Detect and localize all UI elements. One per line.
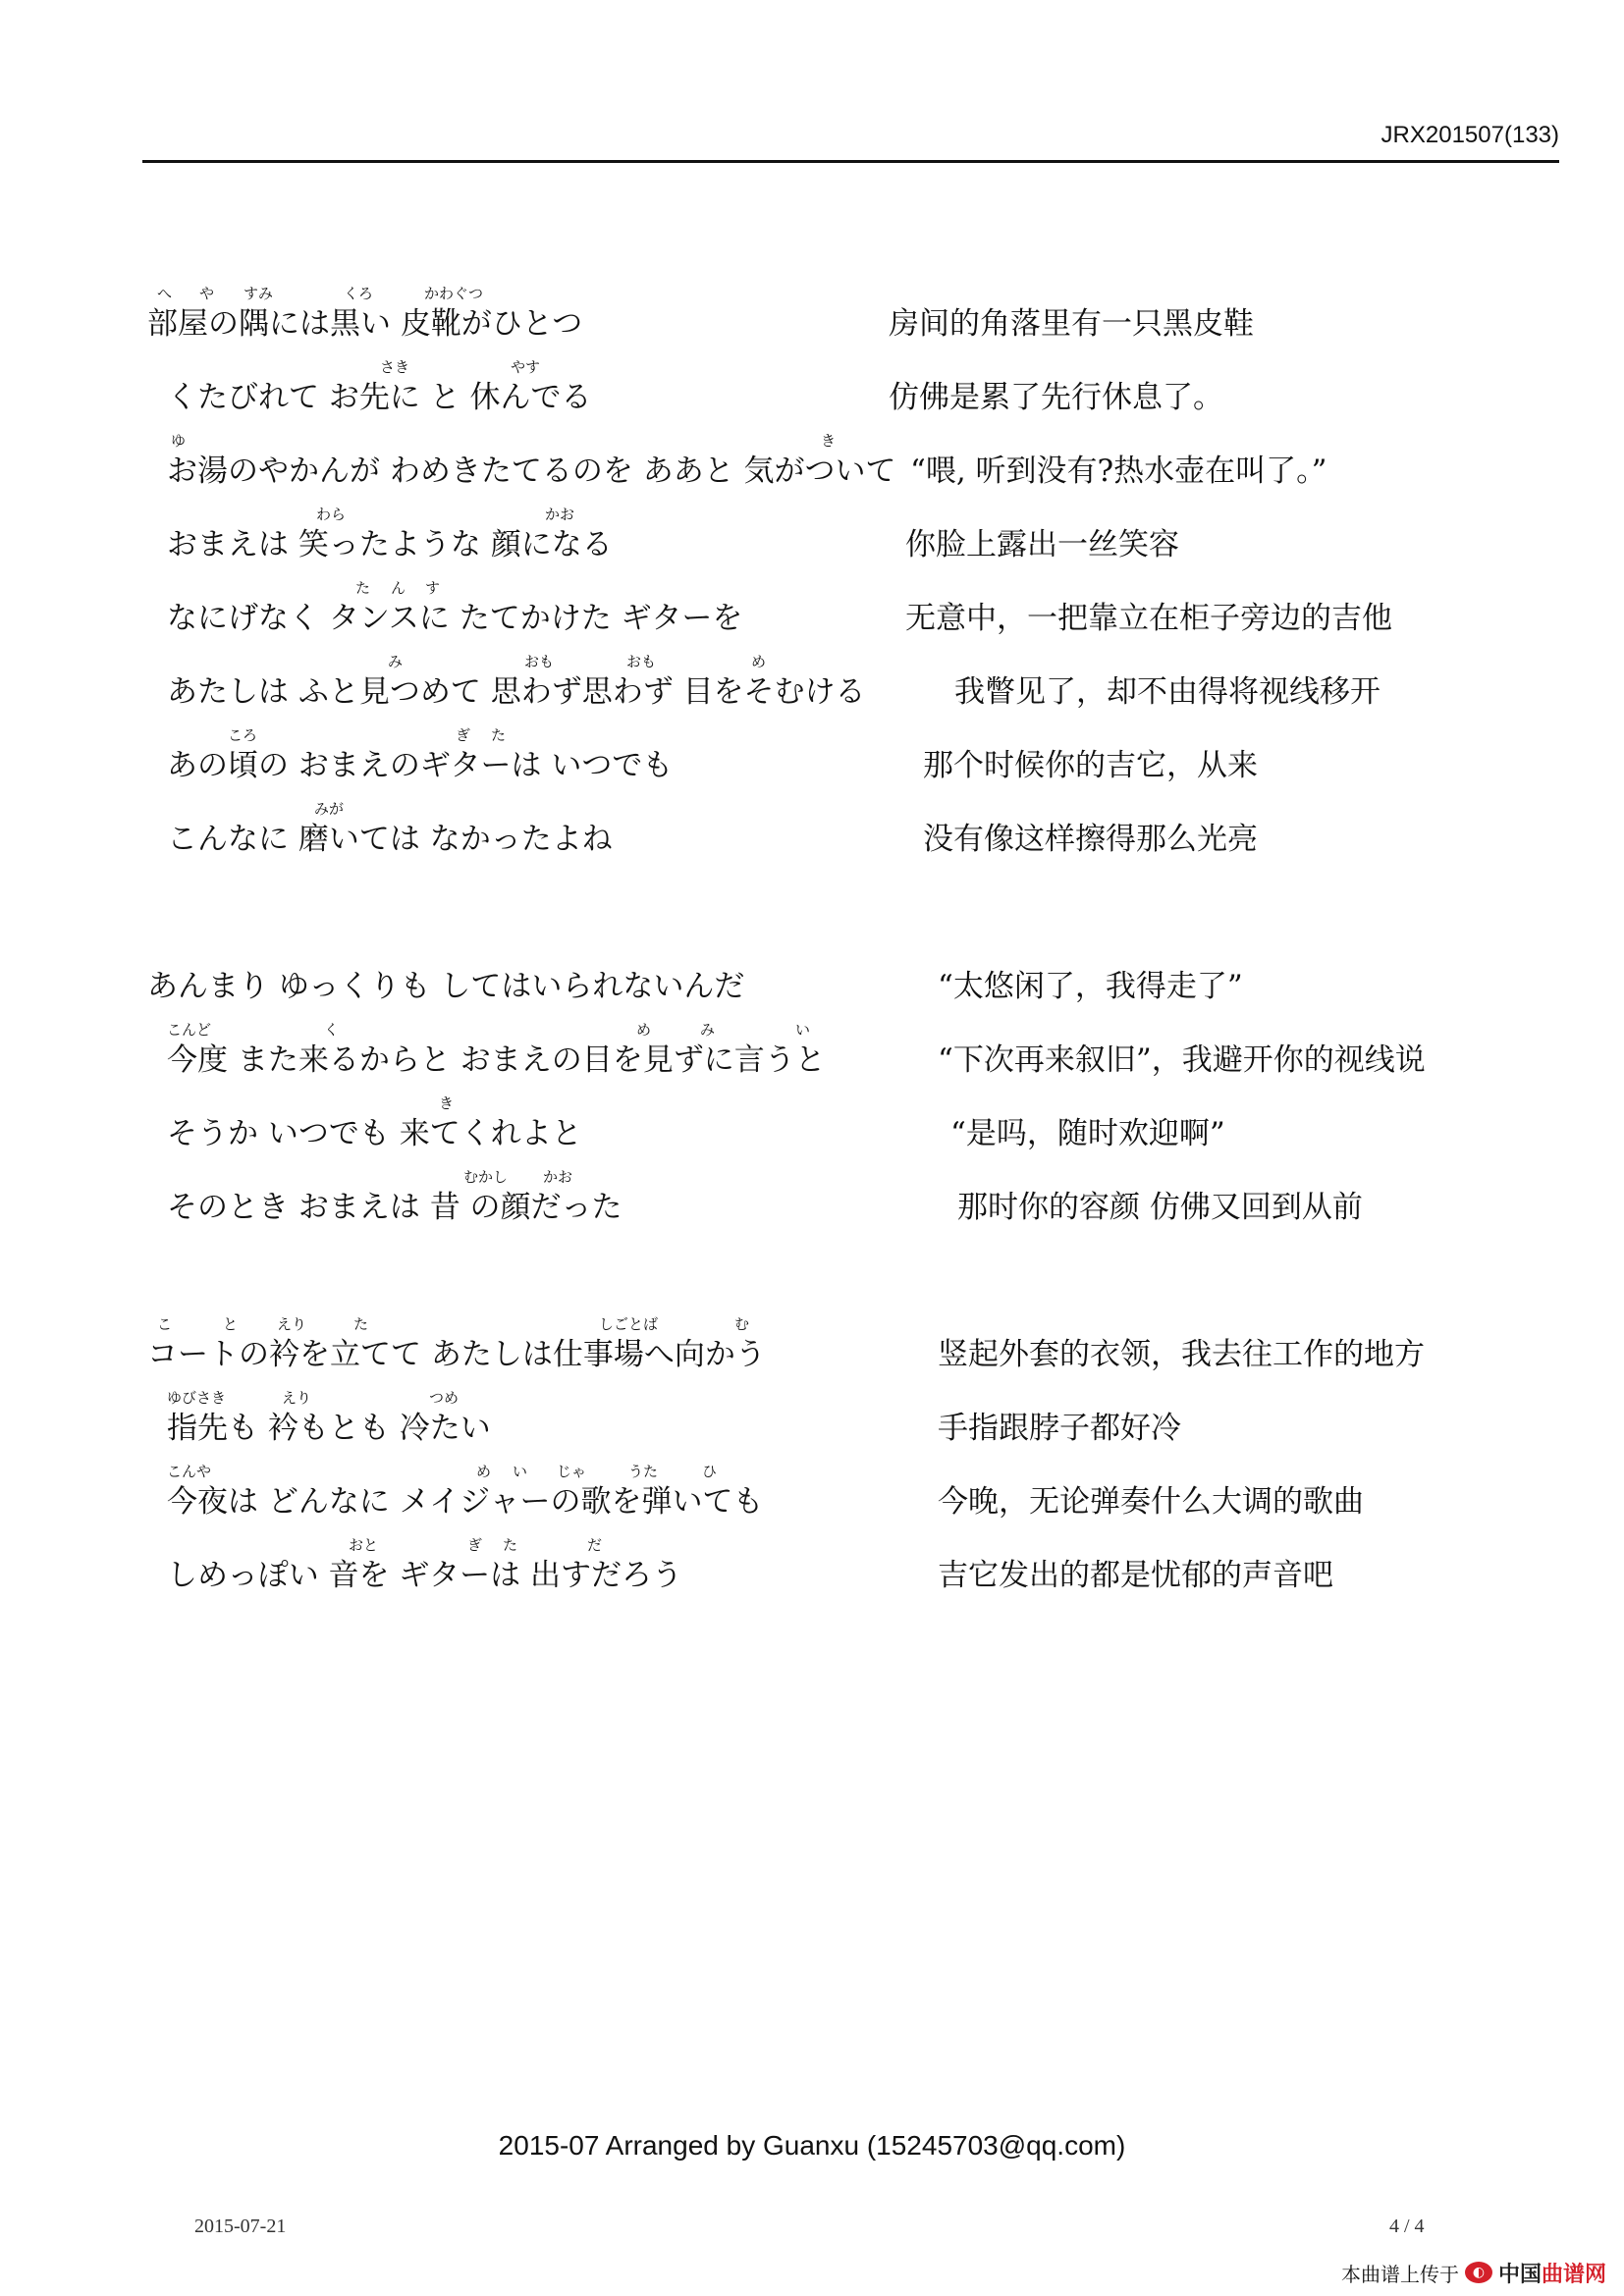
furigana-reading: ゆ [171, 432, 187, 450]
lyric-line [0, 358, 1624, 423]
furigana-reading: み [388, 653, 404, 670]
lyric-line [0, 1095, 1624, 1159]
japanese-lyric: しめっぽい 音を ギターは 出すだろう [167, 1558, 682, 1593]
lyric-line [0, 1536, 1624, 1601]
chinese-translation: 吉它发出的都是忧郁的声音吧 [938, 1558, 1333, 1593]
furigana-reading: み [700, 1021, 716, 1039]
furigana-reading: くろ [344, 285, 374, 302]
furigana-reading: た [355, 579, 371, 597]
chinese-translation: 我瞥见了，却不由得将视线移开 [954, 674, 1380, 710]
furigana-reading: き [439, 1095, 455, 1112]
chinese-translation: 今晚，无论弹奏什么大调的歌曲 [938, 1484, 1364, 1520]
furigana-reading: おも [626, 653, 657, 670]
furigana-reading: つめ [429, 1389, 460, 1407]
furigana-reading: こ [157, 1315, 173, 1333]
lyric-line [0, 953, 1624, 1012]
watermark-site-name: 中国曲谱网 [1497, 2262, 1606, 2287]
lyric-line [0, 800, 1624, 865]
furigana-reading: た [503, 1536, 518, 1554]
japanese-lyric: そうか いつでも 来てくれよと [167, 1116, 582, 1151]
furigana-reading: やす [511, 358, 541, 376]
furigana-reading: すみ [244, 285, 274, 302]
furigana-reading: おも [524, 653, 555, 670]
furigana-reading: と [223, 1315, 239, 1333]
furigana-reading: ゆびさき [167, 1389, 227, 1407]
furigana-reading: だ [587, 1536, 603, 1554]
furigana-reading: じゃ [557, 1463, 587, 1480]
furigana-reading: た [353, 1315, 369, 1333]
furigana-reading: い [795, 1021, 811, 1039]
japanese-lyric: あんまり ゆっくりも してはいられないんだ [147, 969, 745, 1004]
lyric-line [0, 726, 1624, 791]
site-watermark[interactable] [1341, 2258, 1606, 2287]
site-logo-icon: ◐ [1465, 2262, 1492, 2283]
header-rule [142, 160, 1559, 163]
furigana-reading: く [324, 1021, 340, 1039]
furigana-reading: しごとば [599, 1315, 659, 1333]
furigana-reading: き [821, 432, 837, 450]
lyric-line [0, 579, 1624, 644]
japanese-lyric: コートの衿を立てて あたしは仕事場へ向かう [147, 1337, 766, 1372]
japanese-lyric: あの頃の おまえのギターは いつでも [167, 748, 674, 783]
furigana-reading: ひ [702, 1463, 718, 1480]
lyric-line [0, 1021, 1624, 1086]
furigana-reading: むかし [463, 1168, 509, 1186]
chinese-translation: 那个时候你的吉它，从来 [923, 748, 1258, 783]
furigana-reading: め [751, 653, 767, 670]
lyric-line [0, 1168, 1624, 1233]
furigana-reading: かお [543, 1168, 573, 1186]
chinese-translation: “是吗，随时欢迎啊” [950, 1116, 1225, 1151]
japanese-lyric: 今夜は どんなに メイジャーの歌を弾いても [167, 1484, 764, 1520]
furigana-reading: や [199, 285, 215, 302]
japanese-lyric: こんなに 磨いては なかったよね [167, 822, 613, 857]
furigana-reading: へ [157, 285, 173, 302]
chinese-translation: “下次再来叙旧”，我避开你的视线说 [938, 1042, 1426, 1078]
furigana-reading: さき [380, 358, 410, 376]
chinese-translation: “太悠闲了，我得走了” [938, 969, 1243, 1004]
header-code: JRX201507(133) [1380, 122, 1559, 148]
furigana-reading: みが [314, 800, 345, 818]
japanese-lyric: 部屋の隅には黒い 皮靴がひとつ [147, 306, 583, 342]
footer-credit [0, 2130, 1624, 2162]
japanese-lyric: くたびれて お先に と 休んでる [167, 380, 592, 415]
chinese-translation: 无意中，一把靠立在柜子旁边的吉他 [905, 601, 1392, 636]
lyric-line [0, 285, 1624, 349]
furigana-reading: す [425, 579, 441, 597]
furigana-reading: おと [349, 1536, 379, 1554]
chinese-translation: 竖起外套的衣领，我去往工作的地方 [938, 1337, 1425, 1372]
lyric-line [0, 506, 1624, 570]
furigana-reading: こんや [167, 1463, 212, 1480]
furigana-reading: め [476, 1463, 492, 1480]
japanese-lyric: お湯のやかんが わめきたてるのを ああと 気がついて [167, 454, 896, 489]
chinese-translation: 那时你的容颜 仿佛又回到从前 [957, 1190, 1363, 1225]
japanese-lyric: おまえは 笑ったような 顔になる [167, 527, 613, 562]
lyric-line [0, 432, 1624, 497]
furigana-reading: こんど [167, 1021, 212, 1039]
furigana-reading: ぎ [467, 1536, 483, 1554]
watermark-prefix: 本曲谱上传于 [1340, 2262, 1459, 2286]
footer-date: 2015-07-21 [194, 2216, 287, 2237]
chinese-translation: 你脸上露出一丝笑容 [905, 527, 1179, 562]
credit-text: 2015-07 Arranged by Guanxu (15245703@qq.com) [498, 2130, 1126, 2161]
furigana-reading: い [513, 1463, 528, 1480]
furigana-reading: かわぐつ [424, 285, 484, 302]
furigana-reading: わら [316, 506, 347, 523]
footer-page-number: 4 / 4 [1389, 2216, 1425, 2237]
lyric-line [0, 1389, 1624, 1454]
furigana-reading: ん [391, 579, 406, 597]
furigana-reading: ころ [228, 726, 258, 744]
chinese-translation: 没有像这样擦得那么光亮 [923, 822, 1258, 857]
furigana-reading: め [636, 1021, 652, 1039]
furigana-reading: かお [545, 506, 575, 523]
furigana-reading: うた [628, 1463, 659, 1480]
lyric-line [0, 1315, 1624, 1380]
chinese-translation: “喂, 听到没有?热水壶在叫了。” [910, 454, 1327, 489]
furigana-reading: えり [282, 1389, 312, 1407]
furigana-reading: む [734, 1315, 750, 1333]
japanese-lyric: なにげなく タンスに たてかけた ギターを [167, 601, 743, 636]
japanese-lyric: そのとき おまえは 昔 の顔だった [167, 1190, 623, 1225]
furigana-reading: ぎ [456, 726, 471, 744]
lyric-line [0, 653, 1624, 718]
japanese-lyric: 指先も 衿もとも 冷たい [167, 1411, 491, 1446]
japanese-lyric: 今度 また来るからと おまえの目を見ずに言うと [167, 1042, 826, 1078]
chinese-translation: 仿佛是累了先行休息了。 [889, 380, 1223, 415]
japanese-lyric: あたしは ふと見つめて 思わず思わず 目をそむける [167, 674, 866, 710]
chinese-translation: 手指跟脖子都好冷 [938, 1411, 1181, 1446]
furigana-reading: た [491, 726, 507, 744]
lyric-line [0, 1463, 1624, 1527]
furigana-reading: えり [277, 1315, 307, 1333]
chinese-translation: 房间的角落里有一只黑皮鞋 [889, 306, 1254, 342]
